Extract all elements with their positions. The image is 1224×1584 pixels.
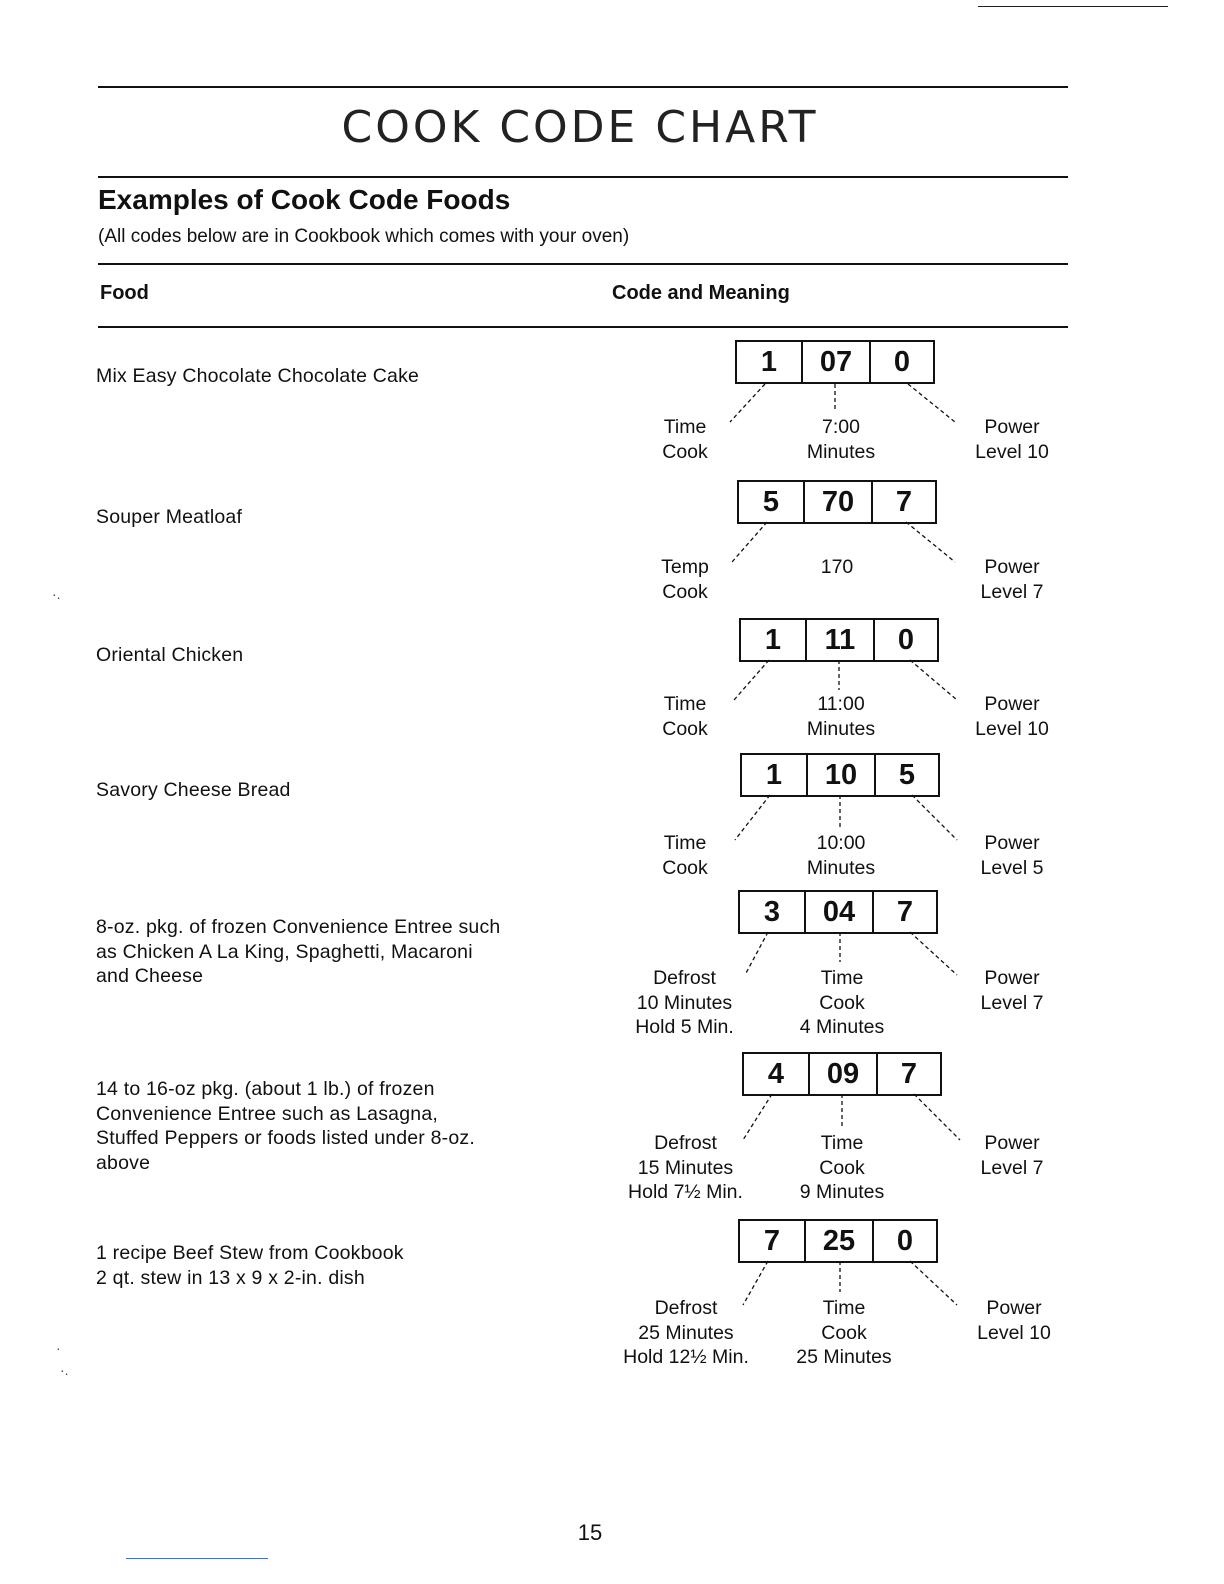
code-digit-power: 7 bbox=[876, 1054, 940, 1094]
connectors-row-1 bbox=[730, 384, 955, 422]
code-digit-function: 5 bbox=[762, 486, 780, 518]
code-digit-time: 09 bbox=[808, 1054, 876, 1094]
section-note: (All codes below are in Cookbook which comes with your oven) bbox=[98, 226, 630, 247]
code-label-right: Power Level 10 bbox=[977, 1297, 1051, 1344]
code-digit-power: 7 bbox=[872, 892, 936, 932]
food-name: Souper Meatloaf bbox=[96, 506, 243, 528]
code-label-middle: 11:00 Minutes bbox=[806, 693, 876, 740]
food-name: Savory Cheese Bread bbox=[96, 779, 291, 801]
connectors-row-6 bbox=[743, 1094, 960, 1140]
code-label-right: Power Level 7 bbox=[980, 1132, 1044, 1179]
code-label-middle: Time Cook 4 Minutes bbox=[799, 967, 885, 1038]
food-name: Oriental Chicken bbox=[96, 644, 244, 666]
code-digit-time: 07 bbox=[801, 342, 869, 382]
connectors-row-4 bbox=[735, 795, 957, 840]
page-title: COOK CODE CHART bbox=[341, 102, 819, 153]
scan-speck: ·. bbox=[60, 1362, 69, 1378]
code-digit-power: 5 bbox=[874, 755, 938, 795]
code-label-middle: 10:00 Minutes bbox=[806, 832, 876, 879]
code-digit-time: 04 bbox=[804, 892, 872, 932]
code-digit-power: 0 bbox=[869, 342, 933, 382]
code-label-middle: 7:00 Minutes bbox=[806, 416, 876, 463]
code-label-right: Power Level 5 bbox=[980, 832, 1044, 879]
bottom-edge-mark bbox=[126, 1558, 268, 1559]
scan-speck: · bbox=[56, 1340, 61, 1356]
code-digit-function: 7 bbox=[763, 1225, 781, 1257]
connectors-row-2 bbox=[732, 522, 955, 562]
page-number: 15 bbox=[577, 1520, 603, 1545]
code-digit-time: 25 bbox=[804, 1221, 872, 1261]
scan-speck: ·. bbox=[52, 586, 61, 602]
connectors-row-3 bbox=[734, 660, 957, 700]
connectors-row-5 bbox=[745, 932, 957, 975]
column-header-code: Code and Meaning bbox=[612, 282, 790, 304]
code-label-right: Power Level 10 bbox=[975, 416, 1049, 463]
code-label-middle: 170 bbox=[820, 556, 854, 578]
code-digit-power: 7 bbox=[871, 482, 935, 522]
code-label-middle: Time Cook 9 Minutes bbox=[799, 1132, 885, 1203]
code-digit-power: 0 bbox=[872, 1221, 936, 1261]
code-digit-function: 1 bbox=[764, 624, 782, 656]
column-header-food: Food bbox=[100, 282, 149, 304]
food-name: 8-oz. pkg. of frozen Convenience Entree such as Chicken A La King, Spaghetti, Macaroni and Cheese bbox=[96, 916, 501, 987]
code-label-right: Power Level 10 bbox=[975, 693, 1049, 740]
code-label-left: Time Cook bbox=[662, 832, 708, 879]
code-label-left: Time Cook bbox=[662, 693, 708, 740]
connectors-row-7 bbox=[743, 1261, 957, 1305]
code-digit-function: 1 bbox=[765, 759, 783, 791]
code-digit-function: 4 bbox=[767, 1058, 785, 1090]
code-label-left: Defrost 10 Minutes Hold 5 Min. bbox=[635, 967, 734, 1038]
code-digit-time: 70 bbox=[803, 482, 871, 522]
food-name: 1 recipe Beef Stew from Cookbook 2 qt. stew in 13 x 9 x 2-in. dish bbox=[96, 1242, 404, 1289]
code-digit-function: 3 bbox=[763, 896, 781, 928]
section-heading: Examples of Cook Code Foods bbox=[98, 184, 511, 215]
code-label-middle: Time Cook 25 Minutes bbox=[796, 1297, 892, 1368]
food-name: Mix Easy Chocolate Chocolate Cake bbox=[96, 365, 420, 387]
code-label-left: Defrost 25 Minutes Hold 12½ Min. bbox=[623, 1297, 749, 1368]
code-label-right: Power Level 7 bbox=[980, 967, 1044, 1014]
code-label-right: Power Level 7 bbox=[980, 556, 1044, 603]
code-label-left: Time Cook bbox=[662, 416, 708, 463]
code-digit-time: 10 bbox=[806, 755, 874, 795]
code-digit-function: 1 bbox=[760, 346, 778, 378]
code-label-left: Defrost 15 Minutes Hold 7½ Min. bbox=[628, 1132, 743, 1203]
code-digit-power: 0 bbox=[873, 620, 937, 660]
code-label-left: Temp Cook bbox=[661, 556, 709, 603]
code-digit-time: 11 bbox=[805, 620, 873, 660]
food-name: 14 to 16-oz pkg. (about 1 lb.) of frozen Convenience Entree such as Lasagna, Stuffed Peppers or foods listed under 8-oz. above bbox=[96, 1078, 475, 1174]
